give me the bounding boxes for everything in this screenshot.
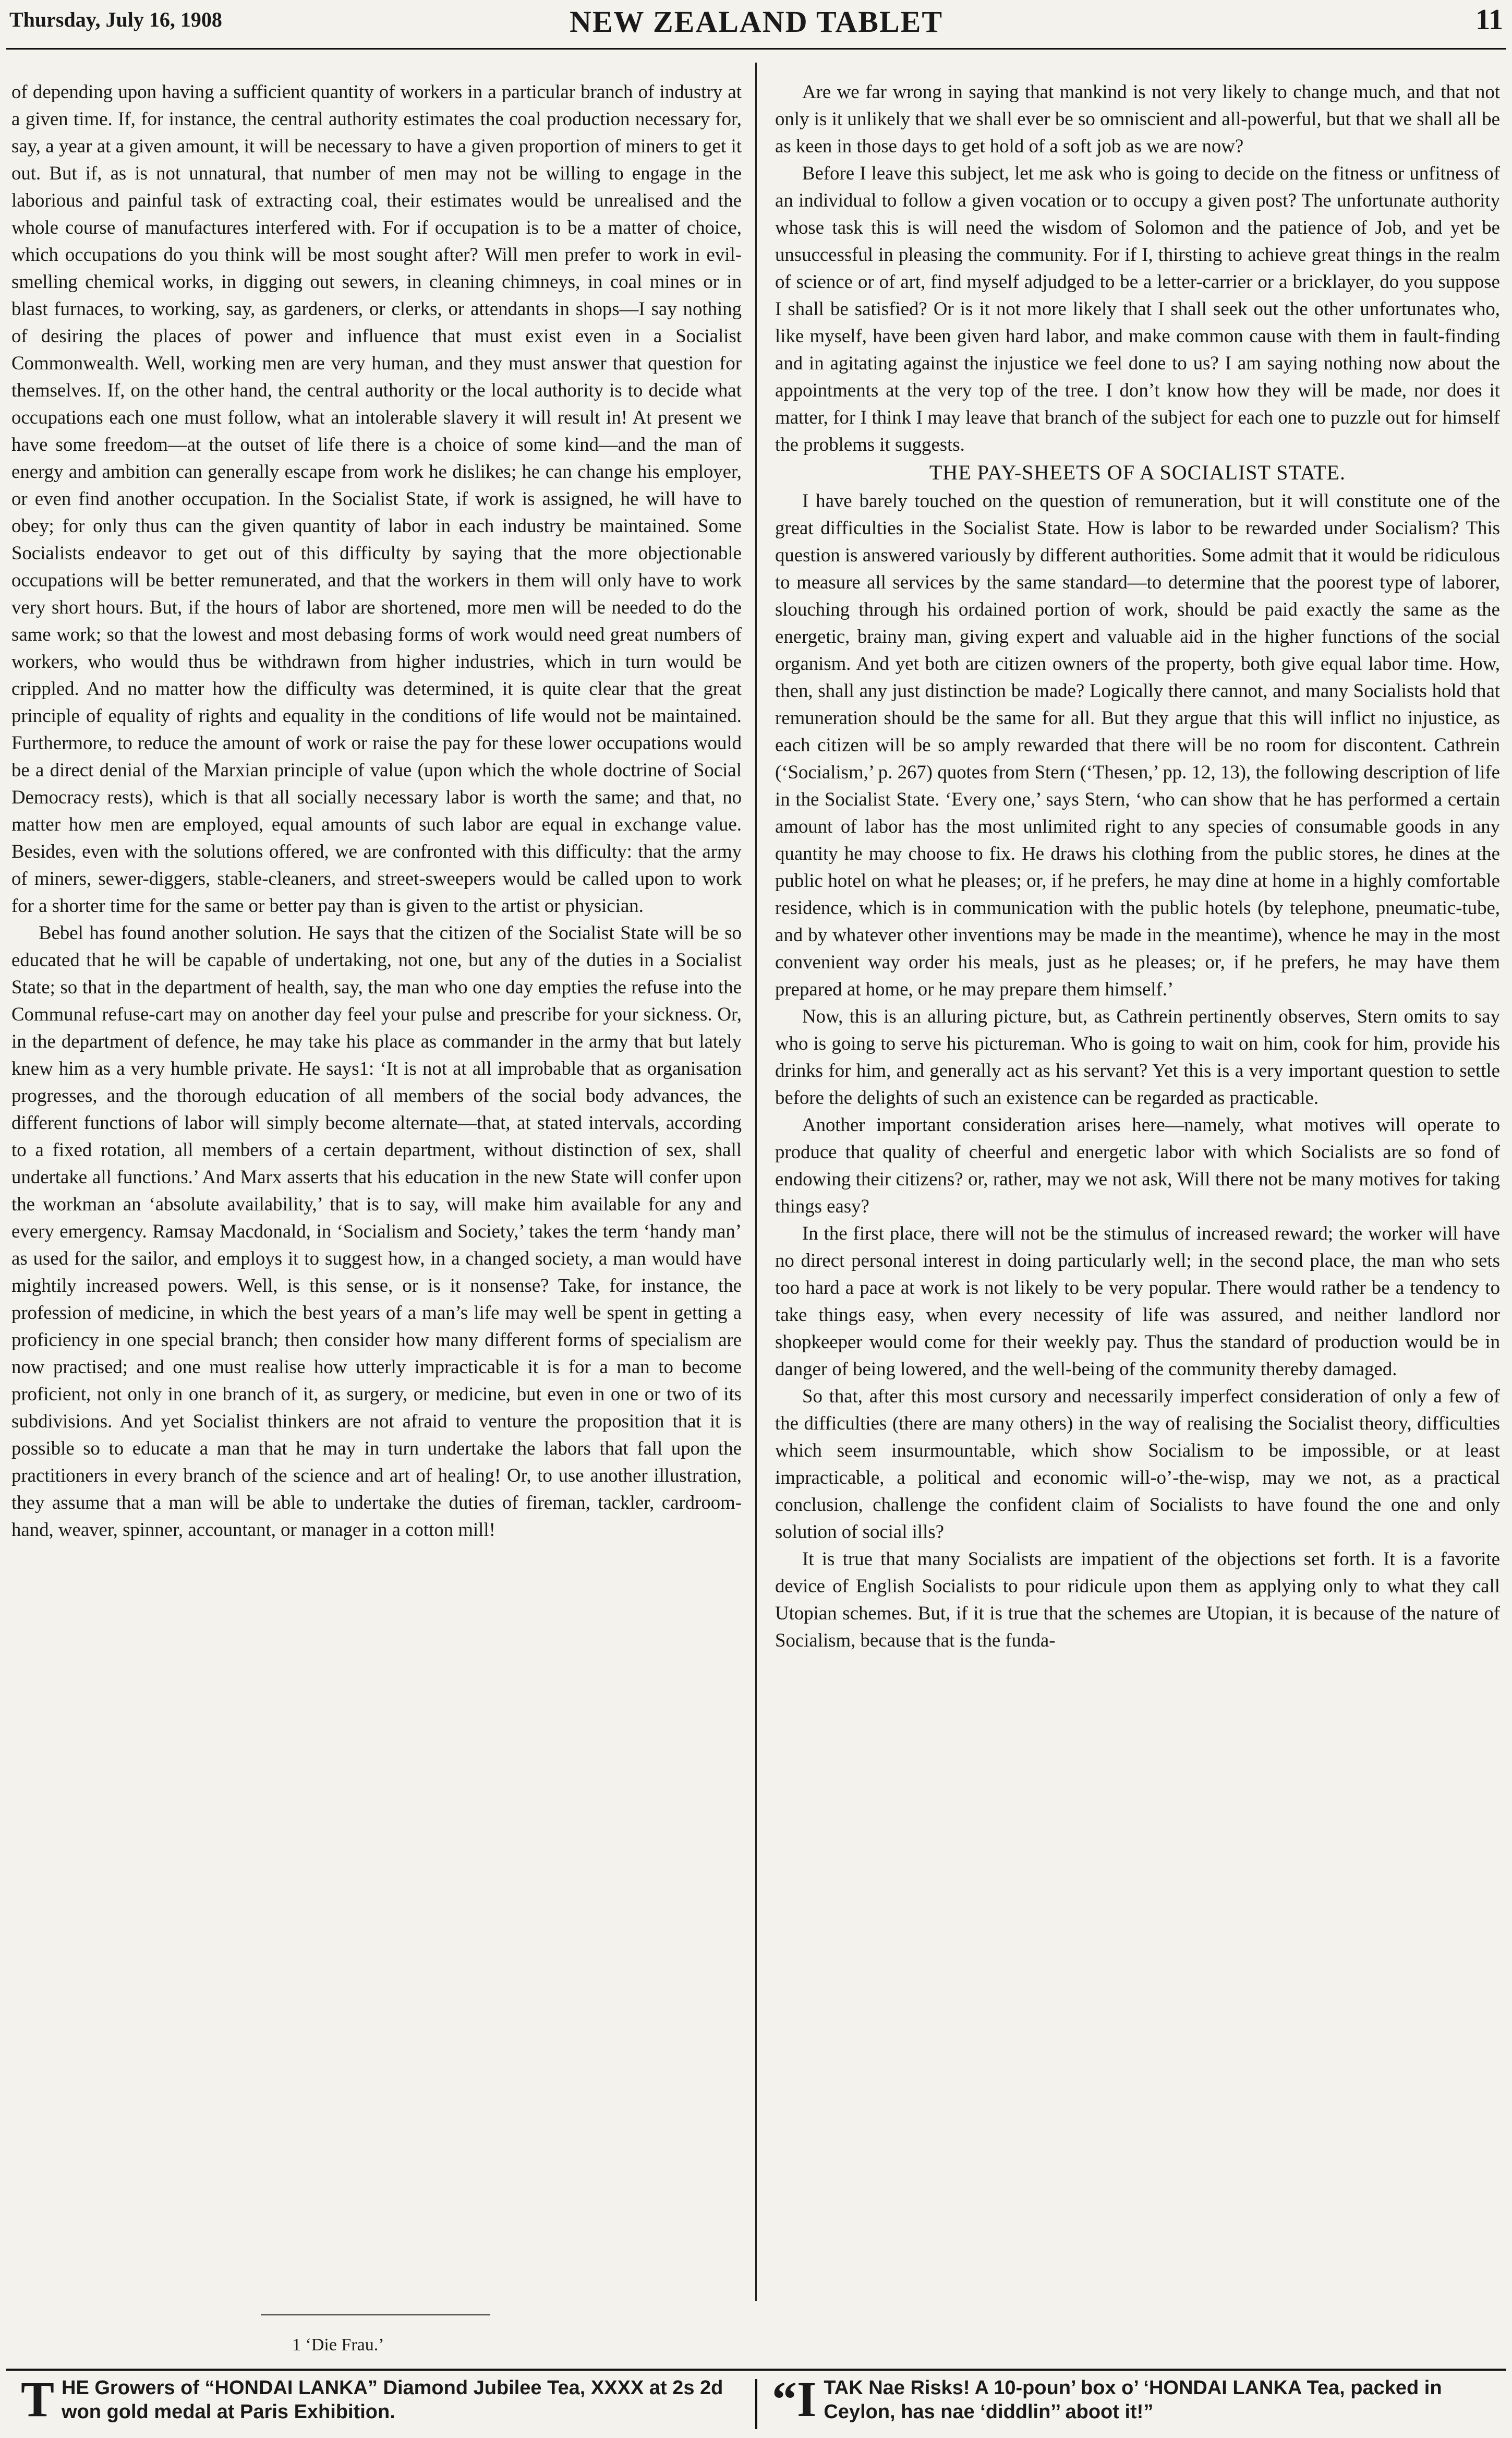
paragraph: I have barely touched on the question of remuneration, but it will constitute one of the great difficulties in the Socialist State. How is labor to be rewarded under Socialism? This question is answered variously by different authorities. Some admit that it would be ridiculous to measure all services by the same standard—to determine that the poorest type of laborer, slouching through his ordained portion of work, should be paid exactly the same as the energetic, brainy man, giving expert and valuable aid in the higher functions of the social organism. And yet both are citizen owners of the property, both give equal labor time. How, then, shall any just distinction be made? Logically there cannot, and many Socialists hold that remuneration should be the same for all. But they argue that this will inflict no injustice, as each citizen will be so amply rewarded that there will be no room for discontent. Cathrein (‘Socialism,’ p. 267) quotes from Stern (‘Thesen,’ pp. 12, 13), the following description of life in the Socialist State. ‘Every one,’ says Stern, ‘who can show that he has performed a certain amount of labor has the most unlimited right to any species of consumable goods in any quantity he may choose to fix. He draws his clothing from the public stores, he dines at the public hotel on what he pleases; or, if he prefers, he may dine at home in a highly comfortable residence, which is in communication with the public hotels (by telephone, pneumatic-tube, and by whatever other inventions may be made in the meantime), whence he may in the most convenient way order his meals, just as he pleases; or, if he prefers, he may have them prepared at home, or he may prepare them himself.’ — [775, 490, 1500, 1000]
advertisement-separator — [755, 2379, 757, 2429]
right-column — [775, 78, 1500, 1654]
footnote: 1 ‘Die Frau.’ — [292, 2335, 384, 2355]
paragraph: Another important consideration arises here—namely, what motives will operate to produce that quality of cheerful and energetic labor with which Socialists are so fond of endowing their citizens? or, rather, may we not ask, Will there not be many motives for taking things easy? — [775, 1114, 1500, 1217]
left-column — [11, 78, 742, 1543]
paragraph: So that, after this most cursory and necessarily imperfect consideration of only a few of the difficulties (there are many others) in the way of realising the Socialist theory, difficulties which seem insurmountable, which show Socialism to be impossible, or at least impracticable, a political and economic will-o’-the-wisp, may we not, as a practical conclusion, challenge the confident claim of Socialists to have found the one and only solution of social ills? — [775, 1385, 1500, 1542]
drop-cap: “I — [772, 2371, 817, 2427]
paragraph: of depending upon having a sufficient quantity of workers in a particular branch of industry at a given time. If, for instance, the central authority estimates the coal production necessary for, say, a year at a given amount, it will be necessary to have a given proportion of miners to get it out. But if, as is not unnatural, that number of men may not be willing to engage in the laborious and painful task of extracting coal, their estimates would be unrealised and the whole course of manufactures interfered with. For if occupation is to be a matter of choice, which occupations do you think will be most sought after? Will men prefer to work in evil-smelling chemical works, in digging out sewers, in cleaning chimneys, in coal mines or in blast furnaces, to working, say, as gardeners, or clerks, or attendants in shops—I say nothing of desiring the places of power and influence that must exist even in a Socialist Commonwealth. Well, working men are very human, and they must answer that question for themselves. If, on the other hand, the central authority or the local authority is to decide what occupations each one must follow, what an intolerable slavery it will result in! At present we have some freedom—at the outset of life there is a choice of some kind—and the man of energy and ambition can generally escape from work he dislikes; he can change his employer, or even find another occupation. In the Socialist State, if work is assigned, he will have to obey; for only thus can the given quantity of labor in each industry be maintained. Some Socialists endeavor to get out of this difficulty by saying that the more objectionable occupations will be better remunerated, and that the workers in them will only have to work very short hours. But, if the hours of labor are shortened, more men will be needed to do the same work; so that the lowest and most debasing forms of work would need great numbers of workers, who would thus be withdrawn from higher industries, which in turn would be crippled. And no matter how the difficulty was determined, it is quite clear that the great principle of equality of rights and equality in the conditions of life would not be maintained. Furthermore, to reduce the amount of work or raise the pay for these lower occupations would be a direct denial of the Marxian principle of value (upon which the whole doctrine of Social Democracy rests), which is that all socially necessary labor is worth the same; and that, no matter how men are employed, equal amounts of such labor are equal in exchange value. Besides, even with the solutions offered, we are confronted with this difficulty: that the army of miners, sewer-diggers, stable-cleaners, and street-sweepers would be called upon to work for a shorter time for the same or better pay than is given to the artist or physician. — [11, 81, 742, 916]
newspaper-title: NEW ZEALAND TABLET — [569, 5, 944, 39]
advertisement-text: HE Growers of “HONDAI LANKA” Diamond Jubilee Tea, XXXX at 2s 2d won gold medal at Paris Exhibition. — [62, 2377, 723, 2423]
paragraph: Before I leave this subject, let me ask who is going to decide on the fitness or unfitness of an individual to follow a given vocation or to occupy a given post? The unfortunate authority whose task this is will need the wisdom of Solomon and the patience of Job, and yet be unsuccessful in pleasing the community. For if I, thirsting to achieve great things in the realm of science or of art, find myself adjudged to be a letter-carrier or a bricklayer, do you suppose I shall be satisfied? Or is it not more likely that I shall seek out the other unfortunates who, like myself, have been given hard labor, and make common cause with them in fault-finding and in agitating against the injustice we feel done to us? I am saying nothing now about the appointments at the very top of the tree. I don’t know how they will be made, nor does it matter, for I think I may leave that branch of the subject for each one to puzzle out for himself the problems it suggests. — [775, 162, 1500, 455]
paragraph: In the first place, there will not be the stimulus of increased reward; the worker will have no direct personal interest in doing particularly well; in the second place, the man who sets too hard a pace at work is not likely to be very popular. There would rather be a tendency to take things easy, when every necessity of life was assured, and neither landlord nor shopkeeper would come for their weekly pay. Thus the standard of production would be in danger of being lowered, and the well-being of the community thereby damaged. — [775, 1222, 1500, 1379]
paragraph: Bebel has found another solution. He says that the citizen of the Socialist State will be so educated that he will be capable of undertaking, not one, but any of the duties in a Socialist State; so that in the department of health, say, the man who one day empties the refuse into the Communal refuse-cart may on another day feel your pulse and prescribe for your sickness. Or, in the department of defence, he may take his place as commander in the army that but lately knew him as a very humble private. He says1: ‘It is not at all improbable that as organisation progresses, and the thorough education of all members of the social body advances, the different functions of labor will simply become alternate—that, at stated intervals, according to a fixed rotation, all members of a certain department, without distinction of sex, shall undertake all functions.’ And Marx asserts that his education in the new State will confer upon the workman an ‘absolute availability,’ that is to say, will make him available for any and every emergency. Ramsay Macdonald, in ‘Socialism and Society,’ takes the term ‘handy man’ as used for the sailor, and employs it to suggest how, in a changed society, a man would have mightily increased powers. Well, is this sense, or is it nonsense? Take, for instance, the profession of medicine, in which the best years of a man’s life may well be spent in getting a proficiency in one special branch; then consider how many different forms of specialism are now practised; and one must realise how utterly impracticable it is for a man to become proficient, not only in one branch of it, as surgery, or medicine, but even in one or two of its subdivisions. And yet Socialist thinkers are not afraid to venture the proposition that it is possible so to educate a man that he may in turn undertake the labors that fall upon the practitioners in every branch of the science and art of healing! Or, to use another illustration, they assume that a man will be able to undertake the duties of fireman, tackler, cardroom-hand, weaver, spinner, accountant, or manager in a cotton mill! — [11, 922, 742, 1540]
drop-cap: T — [21, 2371, 55, 2427]
masthead — [6, 0, 1506, 50]
issue-date: Thursday, July 16, 1908 — [9, 8, 222, 31]
advertisement-divider — [6, 2369, 1506, 2371]
column-divider — [755, 63, 757, 2301]
advertisement-hondai-lanka-left — [21, 2371, 741, 2427]
paragraph: Now, this is an alluring picture, but, as Cathrein pertinently observes, Stern omits to say who is going to serve his pictureman. Who is going to wait on him, cook for him, provide his drinks for him, and generally act as his servant? Yet this is a very important question to settle before the delights of such an existence can be regarded as practicable. — [775, 1005, 1500, 1108]
advertisement-text: TAK Nae Risks! A 10-poun’ box o’ ‘HONDAI LANKA Tea, packed in Ceylon, has nae ‘diddlin’’ aboot it!” — [824, 2377, 1442, 2423]
paragraph: It is true that many Socialists are impatient of the objections set forth. It is a favorite device of English Socialists to pour ridicule upon them as applying only to what they call Utopian schemes. But, if it is true that the schemes are Utopian, it is because of the nature of Socialism, because that is the funda- — [775, 1548, 1500, 1651]
page-number: 11 — [1475, 4, 1503, 36]
paragraph: Are we far wrong in saying that mankind is not very likely to change much, and that not only is it unlikely that we shall ever be so omniscient and all-powerful, but that we shall all be as keen in those days to get hold of a soft job as we are now? — [775, 81, 1500, 157]
advertisement-hondai-lanka-right — [772, 2371, 1502, 2427]
section-heading: THE PAY-SHEETS OF A SOCIALIST STATE. — [929, 461, 1346, 484]
footnote-divider — [261, 2314, 490, 2315]
